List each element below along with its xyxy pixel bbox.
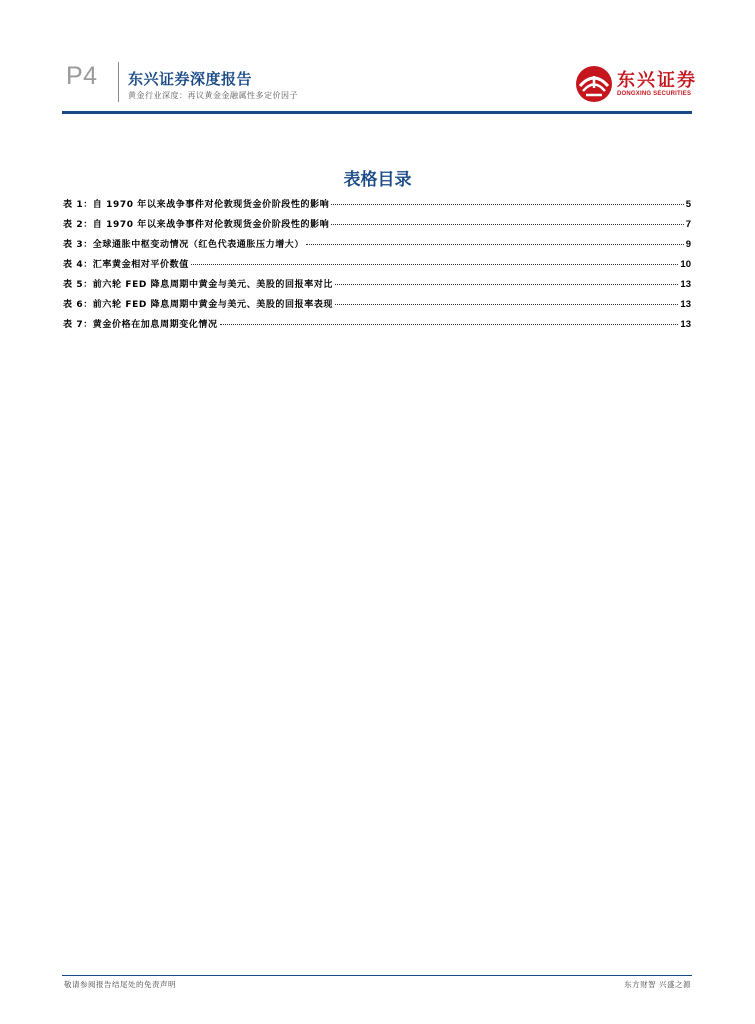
footer-slogan: 东方财智 兴盛之源 <box>624 980 691 989</box>
toc-item-table-4[interactable] <box>63 257 691 277</box>
toc-item-label: 表 6：前六轮 FED 降息周期中黄金与美元、美股的回报率表现 <box>63 300 334 310</box>
toc-item-page: 13 <box>680 299 691 310</box>
page-number: P4 <box>66 62 98 90</box>
header-rule <box>62 111 692 114</box>
logo-text-en: DONGXING SECURITIES <box>617 91 692 97</box>
footer-disclaimer-note: 敬请参阅报告结尾处的免责声明 <box>64 980 176 989</box>
toc-item-table-6[interactable] <box>63 297 691 317</box>
toc-item-label: 表 5：前六轮 FED 降息周期中黄金与美元、美股的回报率对比 <box>63 280 334 290</box>
report-title: 东兴证券深度报告 <box>128 70 253 88</box>
toc-item-label: 表 4：汇率黄金相对平价数值 <box>63 260 189 270</box>
toc-leader-dots <box>191 264 679 265</box>
toc-item-table-2[interactable] <box>63 217 691 237</box>
toc-item-page: 7 <box>685 219 691 230</box>
toc-leader-dots <box>306 244 684 245</box>
header-divider <box>118 62 119 102</box>
report-subtitle: 黄金行业深度：再议黄金金融属性多定价因子 <box>128 91 298 100</box>
toc-item-label: 表 3：全球通胀中枢变动情况（红色代表通胀压力增大） <box>63 240 304 250</box>
toc-leader-dots <box>331 204 683 205</box>
toc-leader-dots <box>331 224 683 225</box>
toc-item-table-1[interactable] <box>63 197 691 217</box>
toc-item-page: 13 <box>680 319 691 330</box>
toc-item-page: 13 <box>680 279 691 290</box>
toc-item-label: 表 7：黄金价格在加息周期变化情况 <box>63 320 218 330</box>
toc-item-page: 9 <box>685 239 691 250</box>
footer-rule <box>62 975 692 976</box>
toc-item-label: 表 2：自 1970 年以来战争事件对伦敦现货金价阶段性的影响 <box>63 220 330 230</box>
toc-item-table-7[interactable] <box>63 317 691 337</box>
toc-title: 表格目录 <box>343 170 412 190</box>
dongxing-logo-icon <box>574 64 614 104</box>
toc-leader-dots <box>335 284 678 285</box>
table-of-contents <box>63 197 691 337</box>
toc-item-table-5[interactable] <box>63 277 691 297</box>
company-logo <box>574 64 697 102</box>
toc-item-page: 5 <box>685 199 691 210</box>
toc-leader-dots <box>220 324 679 325</box>
toc-item-page: 10 <box>680 259 691 270</box>
toc-leader-dots <box>335 304 678 305</box>
logo-text-cn: 东兴证券 <box>617 70 697 91</box>
toc-item-label: 表 1：自 1970 年以来战争事件对伦敦现货金价阶段性的影响 <box>63 200 330 210</box>
toc-item-table-3[interactable] <box>63 237 691 257</box>
